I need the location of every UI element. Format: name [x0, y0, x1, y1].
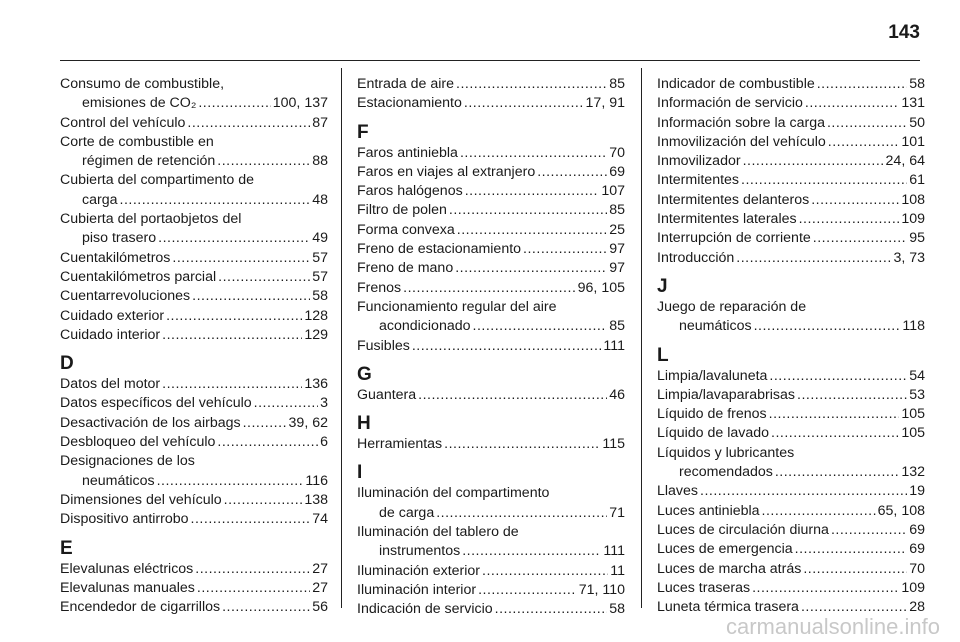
entry-term: Luces traseras: [657, 579, 751, 596]
index-entry: [657, 424, 925, 443]
dot-leader: [187, 114, 310, 133]
dot-leader: [457, 221, 607, 240]
entry-page-ref: 101: [901, 133, 925, 150]
index-entry: [657, 94, 925, 113]
entry-page-ref: 136: [304, 376, 328, 393]
index-entry: [657, 229, 925, 248]
index-entry-heading: Funcionamiento regular del aire: [357, 298, 557, 315]
entry-term: Limpia/lavaluneta: [657, 367, 768, 384]
dot-leader: [172, 249, 310, 268]
dot-leader: [736, 249, 891, 268]
dot-leader: [192, 287, 310, 306]
entry-term: Frenos: [357, 279, 402, 296]
entry-page-ref: 11: [610, 562, 625, 579]
entry-page-ref: 24, 64: [885, 153, 925, 170]
entry-page-ref: 95: [909, 230, 925, 247]
dot-leader: [743, 152, 884, 171]
index-entry: [357, 279, 625, 298]
dot-leader: [741, 171, 907, 190]
entry-page-ref: 107: [601, 183, 625, 200]
entry-term: instrumentos: [379, 543, 461, 560]
entry-page-ref: 105: [901, 425, 925, 442]
index-entry: [60, 114, 328, 133]
entry-term: Guantera: [357, 386, 417, 403]
entry-term: Luces de circulación diurna: [657, 521, 829, 538]
index-entry-heading: Juego de reparación de: [657, 298, 807, 315]
entry-page-ref: 129: [304, 326, 328, 343]
entry-term: neumáticos: [679, 318, 752, 335]
entry-term: Desactivación de los airbags: [60, 414, 241, 431]
index-entry: [60, 229, 328, 248]
dot-leader: [217, 152, 310, 171]
entry-page-ref: 3: [320, 395, 328, 412]
entry-term: neumáticos: [82, 472, 155, 489]
index-entry: [60, 579, 328, 598]
index-entry: [657, 560, 925, 579]
dot-leader: [418, 386, 607, 405]
entry-term: Encendedor de cigarrillos: [60, 599, 221, 616]
entry-term: Faros halógenos: [357, 183, 463, 200]
dot-leader: [473, 317, 608, 336]
dot-leader: [464, 94, 584, 113]
entry-term: Luneta térmica trasera: [657, 599, 799, 616]
index-entry: [357, 600, 625, 619]
entry-term: Cuidado exterior: [60, 307, 165, 324]
entry-page-ref: 58: [609, 601, 625, 618]
entry-term: Elevalunas manuales: [60, 579, 195, 596]
dot-leader: [828, 133, 900, 152]
entry-term: Líquido de frenos: [657, 406, 767, 423]
entry-term: Filtro de polen: [357, 202, 447, 219]
entry-page-ref: 27: [312, 579, 328, 596]
entry-term: Iluminación interior: [357, 581, 477, 598]
entry-page-ref: 85: [609, 318, 625, 335]
index-entry: [657, 191, 925, 210]
entry-page-ref: 25: [609, 221, 625, 238]
dot-leader: [811, 191, 899, 210]
entry-term: Elevalunas eléctricos: [60, 560, 194, 577]
entry-page-ref: 56: [312, 599, 328, 616]
entry-term: Intermitentes: [657, 172, 740, 189]
entry-term: Intermitentes delanteros: [657, 191, 810, 208]
dot-leader: [403, 279, 576, 298]
index-entry: [657, 171, 925, 190]
dot-leader: [831, 521, 907, 540]
index-entry: [357, 259, 625, 278]
index-entry: [60, 491, 328, 510]
index-entry: [657, 367, 925, 386]
dot-leader: [455, 259, 607, 278]
index-entry: [657, 540, 925, 559]
entry-term: Forma convexa: [357, 221, 455, 238]
dot-leader: [197, 579, 310, 598]
dot-leader: [482, 562, 608, 581]
entry-page-ref: 132: [901, 464, 925, 481]
entry-term: Intermitentes laterales: [657, 211, 797, 228]
index-entry: [357, 386, 625, 405]
dot-leader: [762, 502, 876, 521]
index-entry: [657, 521, 925, 540]
index-entry: [60, 375, 328, 394]
dot-leader: [537, 163, 607, 182]
entry-term: Datos específicos del vehículo: [60, 395, 252, 412]
entry-page-ref: 19: [909, 483, 925, 500]
index-entry: [657, 75, 925, 94]
section-letter: I: [357, 462, 363, 484]
index-entry: [60, 472, 328, 491]
entry-page-ref: 50: [909, 114, 925, 131]
dot-leader: [217, 433, 318, 452]
entry-term: Luces de emergencia: [657, 541, 793, 558]
watermark: carmanualsonline.info: [725, 614, 940, 639]
entry-page-ref: 58: [312, 288, 328, 305]
entry-page-ref: 105: [901, 406, 925, 423]
entry-term: Iluminación exterior: [357, 562, 481, 579]
dot-leader: [198, 94, 270, 113]
index-entry-heading: Iluminación del compartimento: [357, 485, 550, 502]
entry-page-ref: 48: [312, 191, 328, 208]
index-entry: [60, 191, 328, 210]
section-letter: G: [357, 363, 372, 385]
dot-leader: [254, 394, 318, 413]
dot-leader: [775, 463, 899, 482]
index-entry-heading: Cubierta del portaobjetos del: [60, 211, 242, 228]
index-entry: [357, 240, 625, 259]
dot-leader: [799, 210, 900, 229]
index-entry: [657, 152, 925, 171]
dot-leader: [436, 504, 607, 523]
dot-leader: [162, 326, 302, 345]
index-entry: [657, 502, 925, 521]
index-entry: [357, 435, 625, 454]
dot-leader: [523, 240, 607, 259]
index-entry: [60, 94, 328, 113]
dot-leader: [827, 114, 907, 133]
entry-term: de carga: [379, 504, 435, 521]
entry-page-ref: 108: [901, 191, 925, 208]
dot-leader: [412, 337, 602, 356]
entry-page-ref: 116: [305, 472, 328, 489]
entry-page-ref: 3, 73: [893, 249, 925, 266]
entry-page-ref: 61: [909, 172, 925, 189]
entry-page-ref: 85: [609, 76, 625, 92]
index-entry: [357, 504, 625, 523]
dot-leader: [243, 414, 287, 433]
entry-term: Interrupción de corriente: [657, 230, 811, 247]
dot-leader: [771, 424, 899, 443]
dot-leader: [166, 307, 302, 326]
entry-page-ref: 88: [312, 153, 328, 170]
entry-page-ref: 53: [909, 386, 925, 403]
entry-page-ref: 28: [909, 599, 925, 616]
index-entry: [357, 562, 625, 581]
entry-term: Introducción: [657, 249, 735, 266]
index-entry: [657, 249, 925, 268]
entry-page-ref: 27: [312, 560, 328, 577]
dot-leader: [795, 540, 908, 559]
dot-leader: [449, 201, 607, 220]
entry-page-ref: 97: [609, 241, 625, 258]
entry-term: Cuentakilómetros: [60, 249, 171, 266]
entry-term: Información sobre la carga: [657, 114, 825, 131]
entry-term: Luces de marcha atrás: [657, 560, 802, 577]
entry-page-ref: 71: [609, 504, 625, 521]
entry-page-ref: 17, 91: [585, 95, 625, 112]
index-entry: [60, 598, 328, 617]
index-entry: [60, 287, 328, 306]
entry-page-ref: 100, 137: [272, 95, 328, 112]
entry-term: recomendados: [679, 464, 773, 481]
index-entry: [657, 386, 925, 405]
index-entry: [357, 337, 625, 356]
index-entry: [657, 210, 925, 229]
section-letter: D: [60, 353, 74, 375]
entry-page-ref: 118: [902, 318, 925, 335]
index-entry: [357, 221, 625, 240]
index-entry-heading: Iluminación del tablero de: [357, 524, 519, 541]
entry-term: Inmovilizador: [657, 153, 741, 170]
section-letter: L: [657, 344, 669, 366]
dot-leader: [460, 144, 607, 163]
dot-leader: [478, 581, 577, 600]
entry-term: piso trasero: [82, 230, 157, 247]
index-entry: [357, 542, 625, 561]
entry-term: régimen de retención: [82, 153, 216, 170]
entry-term: Datos del motor: [60, 376, 161, 393]
page-number: 143: [888, 22, 920, 43]
entry-term: Desbloqueo del vehículo: [60, 434, 216, 451]
dot-leader: [797, 386, 907, 405]
index-entry: [357, 182, 625, 201]
entry-page-ref: 54: [909, 367, 925, 384]
entry-page-ref: 97: [609, 260, 625, 277]
index-entry-heading: Líquidos y lubricantes: [657, 444, 795, 461]
entry-term: Llaves: [657, 483, 699, 500]
index-entry: [60, 510, 328, 529]
index-entry-heading: Cubierta del compartimento de: [60, 172, 254, 189]
entry-term: Inmovilización del vehículo: [657, 133, 826, 150]
index-entry: [357, 163, 625, 182]
dot-leader: [120, 191, 311, 210]
index-entry-heading: Designaciones de los: [60, 453, 195, 470]
entry-page-ref: 65, 108: [877, 502, 925, 519]
entry-page-ref: 74: [312, 511, 328, 528]
index-entry: [657, 463, 925, 482]
index-entry: [357, 581, 625, 600]
entry-page-ref: 69: [909, 541, 925, 558]
entry-page-ref: 138: [304, 491, 328, 508]
index-entry: [657, 317, 925, 336]
entry-term: Cuidado interior: [60, 326, 161, 343]
entry-term: Faros antiniebla: [357, 144, 458, 161]
entry-page-ref: 49: [312, 230, 328, 247]
entry-page-ref: 85: [609, 202, 625, 219]
dot-leader: [769, 367, 907, 386]
index-entry: [357, 75, 625, 94]
entry-page-ref: 115: [602, 436, 625, 453]
entry-term: emisiones de CO₂: [82, 95, 197, 112]
index-entry: [60, 433, 328, 452]
entry-page-ref: 131: [901, 95, 925, 112]
entry-page-ref: 69: [909, 521, 925, 538]
entry-page-ref: 70: [909, 560, 925, 577]
entry-term: Dimensiones del vehículo: [60, 491, 222, 508]
entry-term: Líquido de lavado: [657, 425, 770, 442]
dot-leader: [222, 598, 310, 617]
entry-page-ref: 109: [901, 211, 925, 228]
entry-term: Faros en viajes al extranjero: [357, 163, 536, 180]
section-letter: E: [60, 537, 73, 559]
entry-term: Indicador de combustible: [657, 76, 815, 92]
entry-term: Cuentakilómetros parcial: [60, 268, 217, 285]
index-entry: [60, 152, 328, 171]
index-entry: [357, 94, 625, 113]
index-column-3: [657, 75, 925, 617]
entry-page-ref: 57: [312, 249, 328, 266]
index-entry: [60, 414, 328, 433]
dot-leader: [754, 317, 901, 336]
entry-term: Limpia/lavaparabrisas: [657, 386, 796, 403]
entry-term: carga: [82, 191, 118, 208]
entry-term: Entrada de aire: [357, 76, 455, 92]
dot-leader: [465, 182, 600, 201]
dot-leader: [817, 75, 907, 94]
entry-page-ref: 87: [312, 114, 328, 131]
dot-leader: [813, 229, 907, 248]
entry-page-ref: 69: [609, 163, 625, 180]
entry-term: Freno de estacionamiento: [357, 241, 522, 258]
index-entry: [357, 201, 625, 220]
dot-leader: [162, 375, 302, 394]
index-entry: [657, 133, 925, 152]
dot-leader: [700, 482, 907, 501]
index-entry: [657, 482, 925, 501]
index-entry-heading: Corte de combustible en: [60, 133, 214, 150]
entry-page-ref: 96, 105: [577, 279, 625, 296]
entry-term: Herramientas: [357, 436, 443, 453]
entry-page-ref: 111: [603, 543, 625, 560]
index-column-2: [357, 75, 625, 620]
index-entry-heading: Consumo de combustible,: [60, 76, 225, 92]
entry-term: Indicación de servicio: [357, 601, 493, 618]
entry-page-ref: 39, 62: [288, 414, 328, 431]
column-divider: [641, 68, 642, 608]
dot-leader: [462, 542, 601, 561]
entry-term: Información de servicio: [657, 95, 803, 112]
index-entry: [657, 114, 925, 133]
dot-leader: [157, 472, 304, 491]
header-divider: [60, 60, 920, 61]
index-entry: [60, 560, 328, 579]
dot-leader: [158, 229, 310, 248]
dot-leader: [224, 491, 303, 510]
section-letter: J: [657, 275, 668, 297]
index-entry: [60, 249, 328, 268]
entry-term: Fusibles: [357, 337, 410, 354]
dot-leader: [195, 560, 310, 579]
index-entry: [357, 144, 625, 163]
entry-term: Luces antiniebla: [657, 502, 760, 519]
entry-page-ref: 6: [320, 434, 328, 451]
index-entry: [657, 579, 925, 598]
column-divider: [341, 68, 342, 608]
entry-page-ref: 46: [609, 386, 625, 403]
dot-leader: [218, 268, 310, 287]
entry-term: Estacionamiento: [357, 95, 462, 112]
index-entry: [60, 326, 328, 345]
dot-leader: [769, 405, 900, 424]
entry-page-ref: 111: [603, 337, 625, 354]
section-letter: F: [357, 121, 369, 143]
index-entry: [60, 268, 328, 287]
dot-leader: [495, 600, 608, 619]
dot-leader: [752, 579, 899, 598]
entry-page-ref: 58: [909, 76, 925, 92]
entry-page-ref: 128: [304, 307, 328, 324]
index-column-1: [60, 75, 328, 617]
entry-term: Freno de mano: [357, 260, 454, 277]
entry-term: Dispositivo antirrobo: [60, 511, 189, 528]
dot-leader: [191, 510, 311, 529]
dot-leader: [444, 435, 600, 454]
entry-term: acondicionado: [379, 318, 471, 335]
dot-leader: [805, 94, 899, 113]
dot-leader: [803, 560, 907, 579]
index-entry: [657, 405, 925, 424]
section-letter: H: [357, 413, 371, 435]
index-entry: [60, 394, 328, 413]
entry-term: Cuentarrevoluciones: [60, 288, 191, 305]
index-entry: [357, 317, 625, 336]
entry-page-ref: 57: [312, 268, 328, 285]
entry-page-ref: 71, 110: [578, 581, 625, 598]
entry-page-ref: 70: [609, 144, 625, 161]
entry-page-ref: 109: [901, 579, 925, 596]
index-entry: [60, 307, 328, 326]
entry-term: Control del vehículo: [60, 114, 186, 131]
dot-leader: [456, 75, 607, 94]
